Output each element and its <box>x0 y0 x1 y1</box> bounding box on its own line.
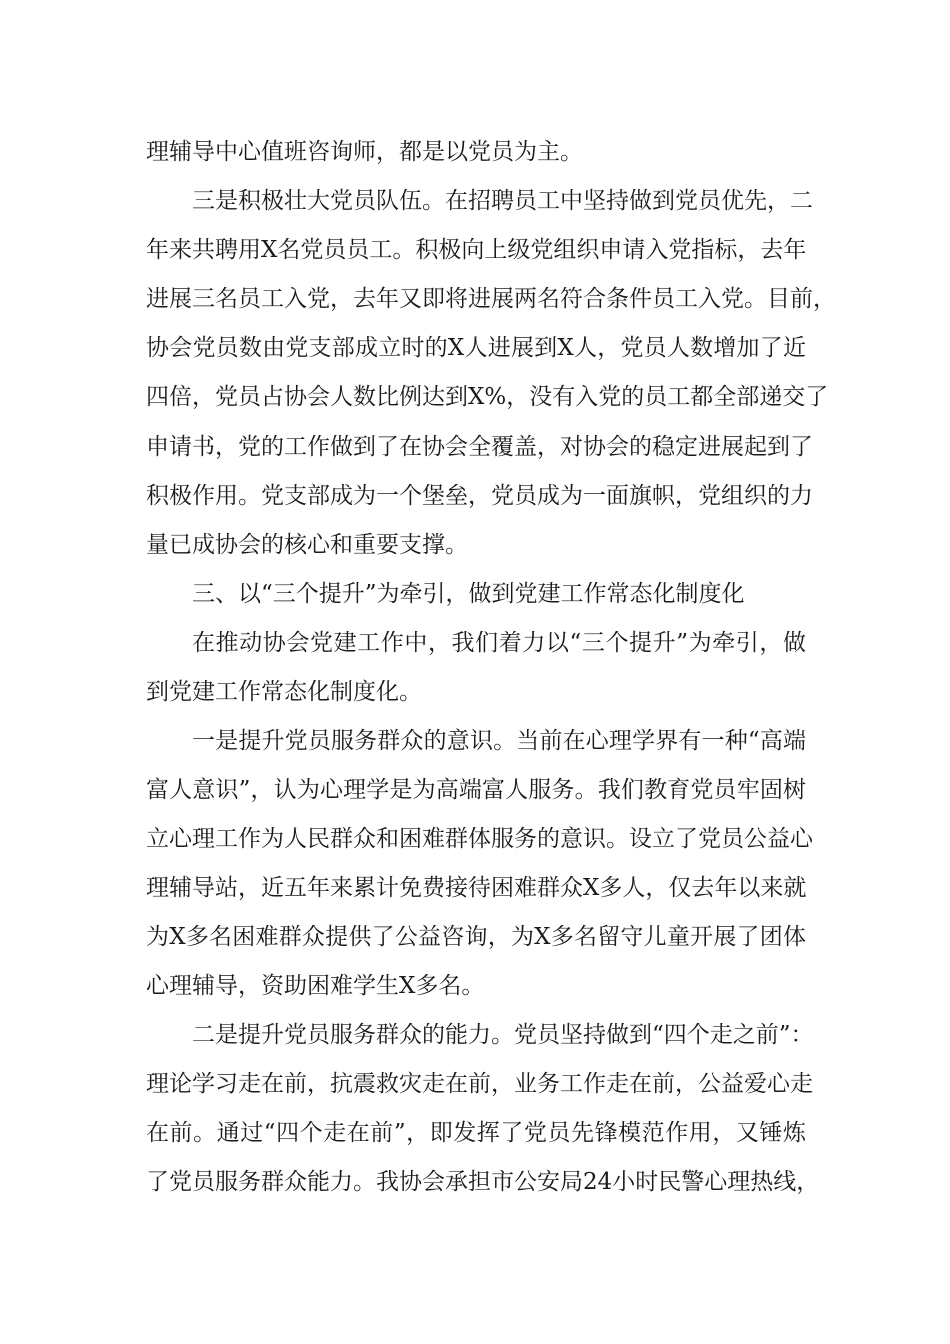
text-line-15: 立心理工作为人民群众和困难群体服务的意识。设立了党员公益心 <box>146 826 813 852</box>
text-line-7: 申请书，党的工作做到了在协会全覆盖，对协会的稳定进展起到了 <box>146 434 813 460</box>
text-line-8: 积极作用。党支部成为一个堡垒，党员成为一面旗帜，党组织的力 <box>146 483 813 509</box>
text-line-4: 进展三名员工入党，去年又即将进展两名符合条件员工入党。目前， <box>146 286 836 312</box>
text-line-18: 心理辅导，资助困难学生X多名。 <box>146 973 485 999</box>
text-line-17: 为X多名困难群众提供了公益咨询，为X多名留守儿童开展了团体 <box>146 924 806 950</box>
text-line-13: 一是提升党员服务群众的意识。当前在心理学界有一种“高端 <box>192 728 806 754</box>
text-line-1: 理辅导中心值班咨询师，都是以党员为主。 <box>146 139 583 165</box>
text-line-6: 四倍，党员占协会人数比例达到X%，没有入党的员工都全部递交了 <box>146 384 829 410</box>
text-line-12: 到党建工作常态化制度化。 <box>146 679 422 705</box>
text-line-16: 理辅导站，近五年来累计免费接待困难群众X多人，仅去年以来就 <box>146 875 807 901</box>
text-line-14: 富人意识”，认为心理学是为高端富人服务。我们教育党员牢固树 <box>146 777 806 803</box>
text-line-5: 协会党员数由党支部成立时的X人进展到X人，党员人数增加了近 <box>146 335 806 361</box>
text-line-2: 三是积极壮大党员队伍。在招聘员工中坚持做到党员优先，二 <box>192 188 813 214</box>
text-line-3: 年来共聘用X名党员员工。积极向上级党组织申请入党指标，去年 <box>146 237 807 263</box>
section-heading: 三、以“三个提升”为牵引，做到党建工作常态化制度化 <box>192 581 745 607</box>
text-line-20: 理论学习走在前，抗震救灾走在前，业务工作走在前，公益爱心走 <box>146 1071 813 1097</box>
text-line-22: 了党员服务群众能力。我协会承担市公安局24小时民警心理热线， <box>146 1169 820 1195</box>
text-line-11: 在推动协会党建工作中，我们着力以“三个提升”为牵引，做 <box>192 630 806 656</box>
text-line-19: 二是提升党员服务群众的能力。党员坚持做到“四个走之前”： <box>192 1022 814 1048</box>
text-line-9: 量已成协会的核心和重要支撑。 <box>146 532 468 558</box>
text-line-21: 在前。通过“四个走在前”，即发挥了党员先锋模范作用，又锤炼 <box>146 1120 806 1146</box>
